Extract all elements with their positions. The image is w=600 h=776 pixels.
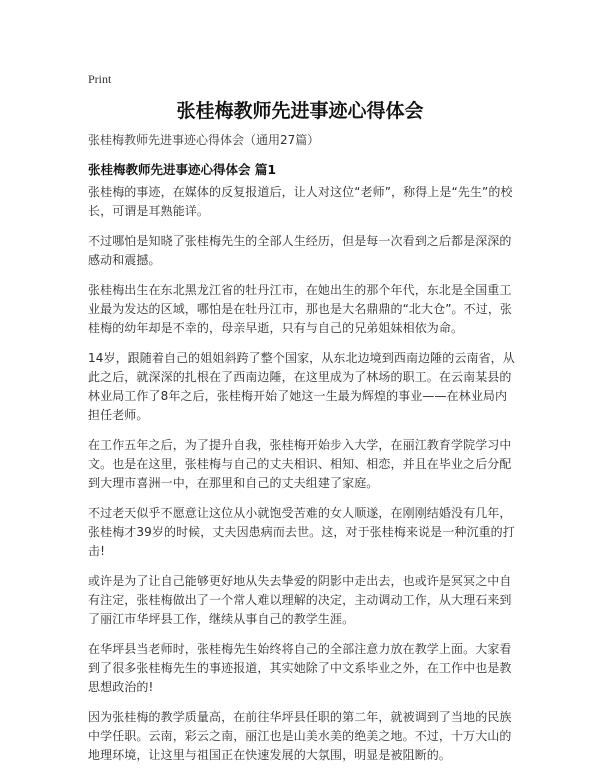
page-title: 张桂梅教师先进事迹心得体会: [176, 100, 424, 122]
article-body: [88, 183, 518, 776]
paragraph: 因为张桂梅的教学质量高，在前往华坪县任职的第二年，就被调到了当地的民族中学任职。云南，彩云之南，丽江也是山美水美的绝美之地。不过，十万大山的地理环境，让这里与祖国正在快速发展的大氛围，明显是被阻断的。: [88, 710, 512, 762]
paragraph: 或许是为了让自己能够更好地从失去挚爱的阴影中走出去，也或许是冥冥之中自有注定，张桂梅做出了一个常人难以理解的决定，主动调动工作，从大理石来到了丽江市华坪县工作，继续从事自己的教学生涯。: [88, 574, 512, 626]
paragraph: 张桂梅出生在东北黑龙江省的牡丹江市，在她出生的那个年代，东北是全国重工业最为发达的区域，哪怕是在牡丹江市，那也是大名鼎鼎的“北大仓”。不过，张桂梅的幼年却是不幸的，母亲早逝，只有与自己的兄弟姐妹相依为命。: [88, 283, 513, 335]
paragraph: 在华坪县当老师时，张桂梅先生始终将自己的全部注意力放在教学上面。大家看到了很多张桂梅先生的事迹报道，其实她除了中文系毕业之外，在工作中也是教思想政治的!: [88, 642, 512, 694]
print-label[interactable]: Print: [88, 72, 112, 86]
paragraph: 在工作五年之后，为了提升自我，张桂梅开始步入大学，在丽江教育学院学习中文。也是在这里，张桂梅与自己的丈夫相识、相知、相恋，并且在毕业之后分配到大理市喜洲一中，在那里和自己的丈夫组建了家庭。: [88, 438, 512, 490]
paragraph: 张桂梅的事迹，在媒体的反复报道后，让人对这位“老师”，称得上是“先生”的校长，可谓是耳熟能详。: [88, 185, 513, 218]
section-heading: 张桂梅教师先进事迹心得体会 篇1: [88, 162, 277, 177]
paragraph: 不过老天似乎不愿意让这位从小就饱受苦难的女人顺遂，在刚刚结婚没有几年，张桂梅才39岁的时候，丈夫因患病而去世。这，对于张桂梅来说是一种沉重的打击!: [88, 506, 515, 558]
document-subtitle: 张桂梅教师先进事迹心得体会（通用27篇）: [88, 133, 320, 147]
paragraph: 14岁，跟随着自己的姐姐斜跨了整个国家，从东北边境到西南边陲的云南省，从此之后，就深深的扎根在了西南边陲，在这里成为了林场的职工。在云南某县的林业局工作了8年之后，张桂梅开始了她这一生最为辉煌的事业——在林业局内担任老师。: [88, 351, 515, 422]
paragraph: 不过哪怕是知晓了张桂梅先生的全部人生经历，但是每一次看到之后都是深深的感动和震撼。: [88, 234, 512, 267]
